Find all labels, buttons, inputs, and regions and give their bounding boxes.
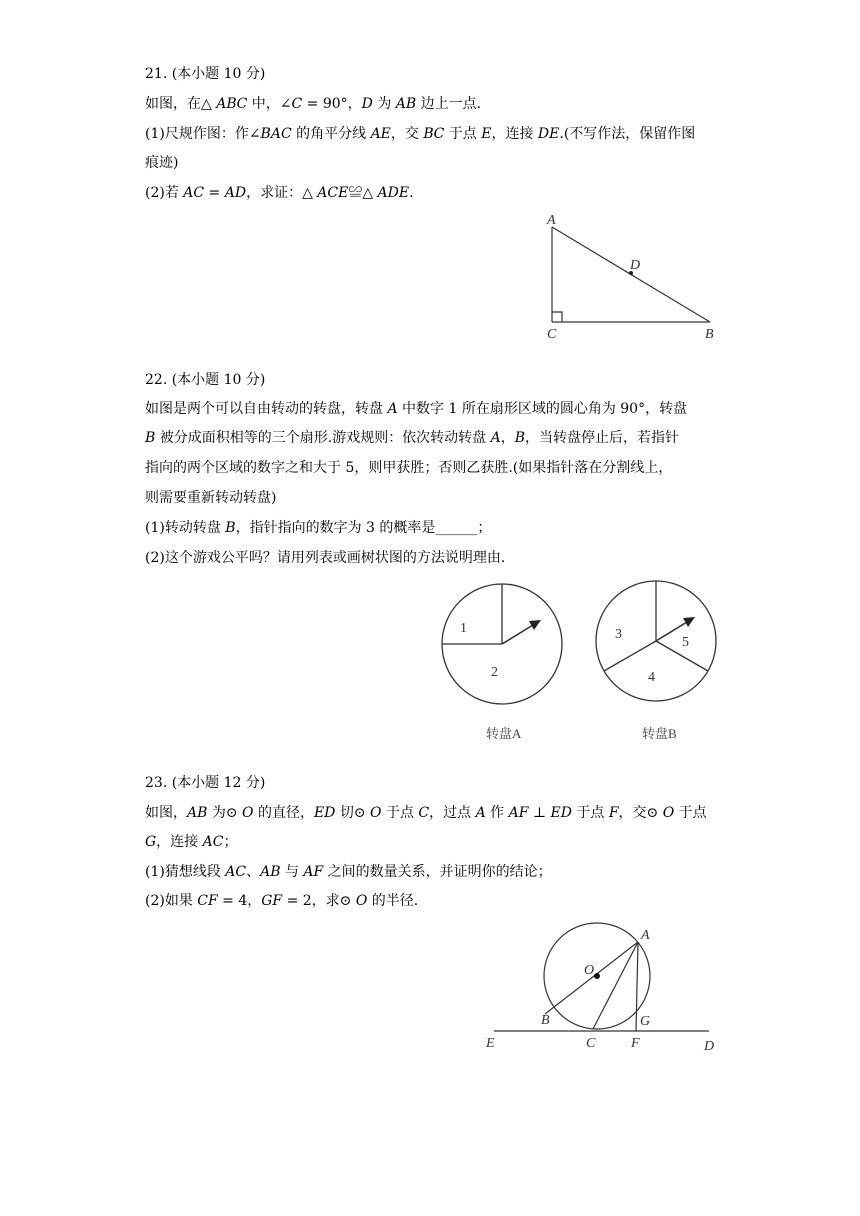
point-G-label: G	[640, 1014, 651, 1029]
q21-stem: 如图，在△ 𝐴𝐵𝐶 中，∠𝐶 = 90°，𝐷 为 𝐴𝐵 边上一点.	[145, 96, 482, 112]
spinner-B-sector-3: 3	[615, 627, 622, 642]
point-A-label-q23: A	[641, 928, 650, 943]
point-C-label: C	[547, 327, 557, 342]
q23-part1: (1)猜想线段 𝐴𝐶、𝐴𝐵 与 𝐴𝐹 之间的数量关系，并证明你的结论；	[145, 864, 552, 880]
q21-part1-line1: (1)尺规作图：作∠𝐵𝐴𝐶 的角平分线 𝐴𝐸，交 𝐵𝐶 于点 𝐸，连接 𝐷𝐸.(不写作法，保留作图	[145, 126, 696, 142]
q23-circle-tangent-figure	[480, 918, 720, 1058]
q22-stem-line3: 指向的两个区域的数字之和大于 5，则甲获胜；否则乙获胜.(如果指针落在分割线上，	[145, 460, 673, 476]
point-E-label: E	[486, 1036, 495, 1051]
spinner-A-caption: 转盘A	[486, 726, 522, 741]
q22-stem-line4: 则需要重新转动转盘)	[145, 490, 277, 506]
q23-stem-line2: 𝐺，连接 𝐴𝐶；	[145, 834, 238, 850]
spinner-A-sector-2: 2	[491, 665, 498, 680]
center-O-label: O	[584, 963, 595, 978]
q21-part2: (2)若 𝐴𝐶 = 𝐴𝐷，求证：△ 𝐴𝐶𝐸≌△ 𝐴𝐷𝐸.	[145, 185, 414, 201]
point-F-label: F	[631, 1036, 640, 1051]
q22-stem-line1: 如图是两个可以自由转动的转盘，转盘 𝐴 中数字 1 所在扇形区域的圆心角为 90°，转盘	[145, 401, 688, 417]
spinner-B-figure	[590, 578, 730, 750]
point-C-label-q23: C	[586, 1036, 596, 1051]
point-D-label: D	[630, 258, 641, 273]
spinner-B-arrow-icon	[683, 617, 695, 627]
spinner-B-caption: 转盘B	[642, 726, 677, 741]
q21-part1-line2: 痕迹)	[145, 155, 179, 171]
q21-header: 21. (本小题 10 分)	[145, 66, 266, 82]
q23-header: 23. (本小题 12 分)	[145, 775, 266, 791]
q22-part2: (2)这个游戏公平吗？请用列表或画树状图的方法说明理由.	[145, 550, 506, 566]
spinner-B-sector-5: 5	[682, 635, 689, 650]
q21-triangle-figure	[540, 210, 730, 345]
point-D-label-q23: D	[704, 1039, 715, 1054]
q22-header: 22. (本小题 10 分)	[145, 372, 266, 388]
spinner-A-arrow-icon	[529, 620, 541, 630]
q22-stem-line2: 𝐵 被分成面积相等的三个扇形.游戏规则：依次转动转盘 𝐴，𝐵，当转盘停止后，若指针	[145, 430, 680, 446]
spinner-A-figure	[430, 578, 570, 750]
point-A-label: A	[547, 213, 556, 228]
point-B-label-q23: B	[541, 1013, 550, 1028]
spinner-A-sector-1: 1	[460, 621, 467, 636]
q22-part1: (1)转动转盘 𝐵，指针指向的数字为 3 的概率是______；	[145, 520, 492, 536]
q23-part2: (2)如果 𝐶𝐹 = 4，𝐺𝐹 = 2，求⊙ 𝑂 的半径.	[145, 893, 419, 909]
q23-stem-line1: 如图，𝐴𝐵 为⊙ 𝑂 的直径，𝐸𝐷 切⊙ 𝑂 于点 𝐶，过点 𝐴 作 𝐴𝐹 ⊥ 𝐸𝐷 于点 𝐹，交⊙ 𝑂 于点	[145, 805, 707, 821]
spinner-B-sector-4: 4	[648, 670, 655, 685]
point-B-label: B	[705, 327, 714, 342]
